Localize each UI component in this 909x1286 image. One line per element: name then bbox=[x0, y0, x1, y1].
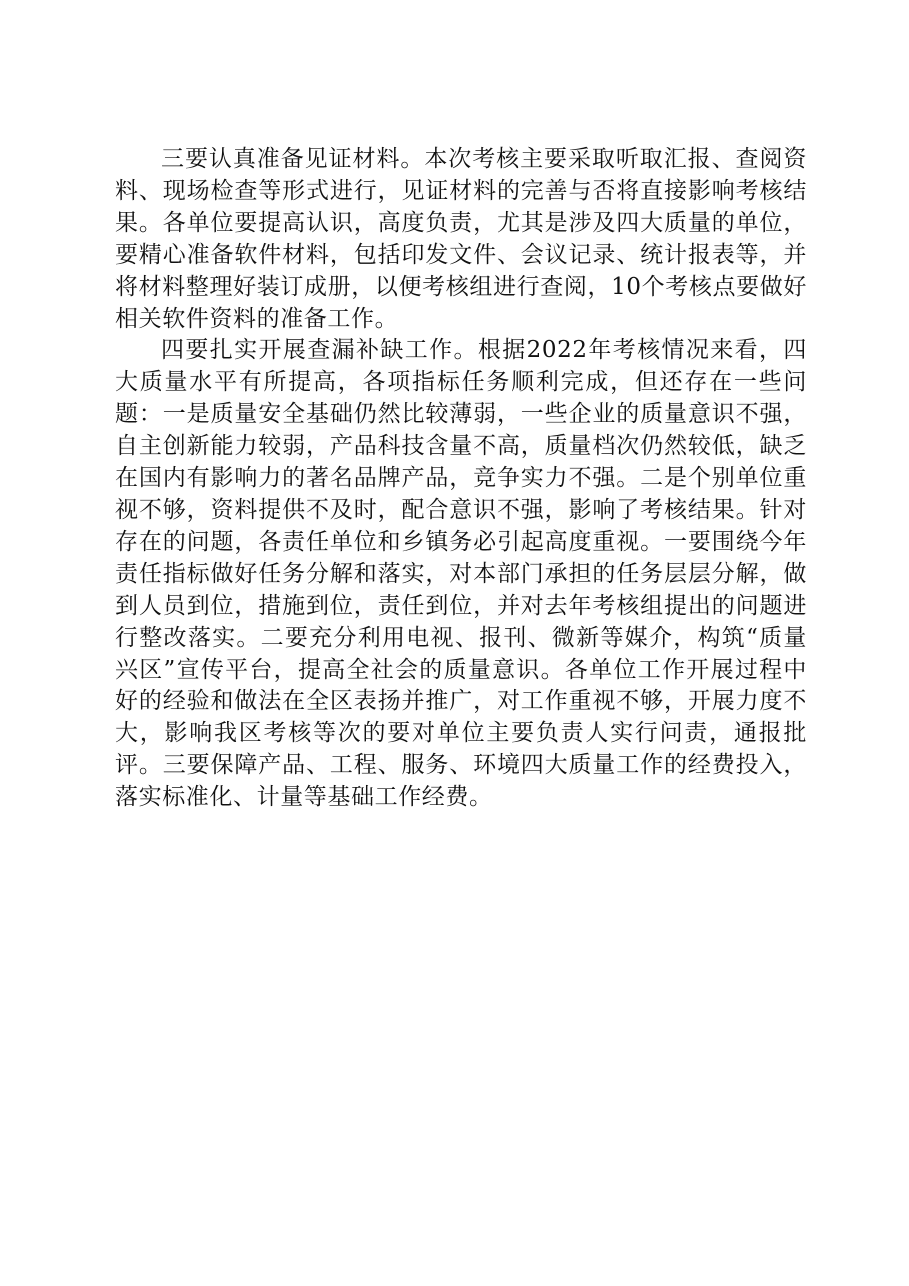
document-body bbox=[115, 144, 807, 814]
paragraph-gap-filling-work: 四要扎实开展查漏补缺工作。根据2022年考核情况来看，四大质量水平有所提高，各项指标任务顺利完成，但还存在一些问题：一是质量安全基础仍然比较薄弱，一些企业的质量意识不强，自主创新能力较弱，产品科技含量不高，质量档次仍然较低，缺乏在国内有影响力的著名品牌产品，竞争实力不强。二是个别单位重视不够，资料提供不及时，配合意识不强，影响了考核结果。针对存在的问题，各责任单位和乡镇务必引起高度重视。一要围绕今年责任指标做好任务分解和落实，对本部门承担的任务层层分解，做到人员到位，措施到位，责任到位，并对去年考核组提出的问题进行整改落实。二要充分利用电视、报刊、微新等媒介，构筑“质量兴区”宣传平台，提高全社会的质量意识。各单位工作开展过程中好的经验和做法在全区表扬并推广，对工作重视不够，开展力度不大，影响我区考核等次的要对单位主要负责人实行问责，通报批评。三要保障产品、工程、服务、环境四大质量工作的经费投入，落实标准化、计量等基础工作经费。 bbox=[115, 337, 807, 811]
paragraph-preparation-materials: 三要认真准备见证材料。本次考核主要采取听取汇报、查阅资料、现场检查等形式进行，见证材料的完善与否将直接影响考核结果。各单位要提高认识，高度负责，尤其是涉及四大质量的单位，要精心准备软件材料，包括印发文件、会议记录、统计报表等，并将材料整理好装订成册，以便考核组进行查阅，10个考核点要做好相关软件资料的准备工作。 bbox=[115, 146, 807, 332]
